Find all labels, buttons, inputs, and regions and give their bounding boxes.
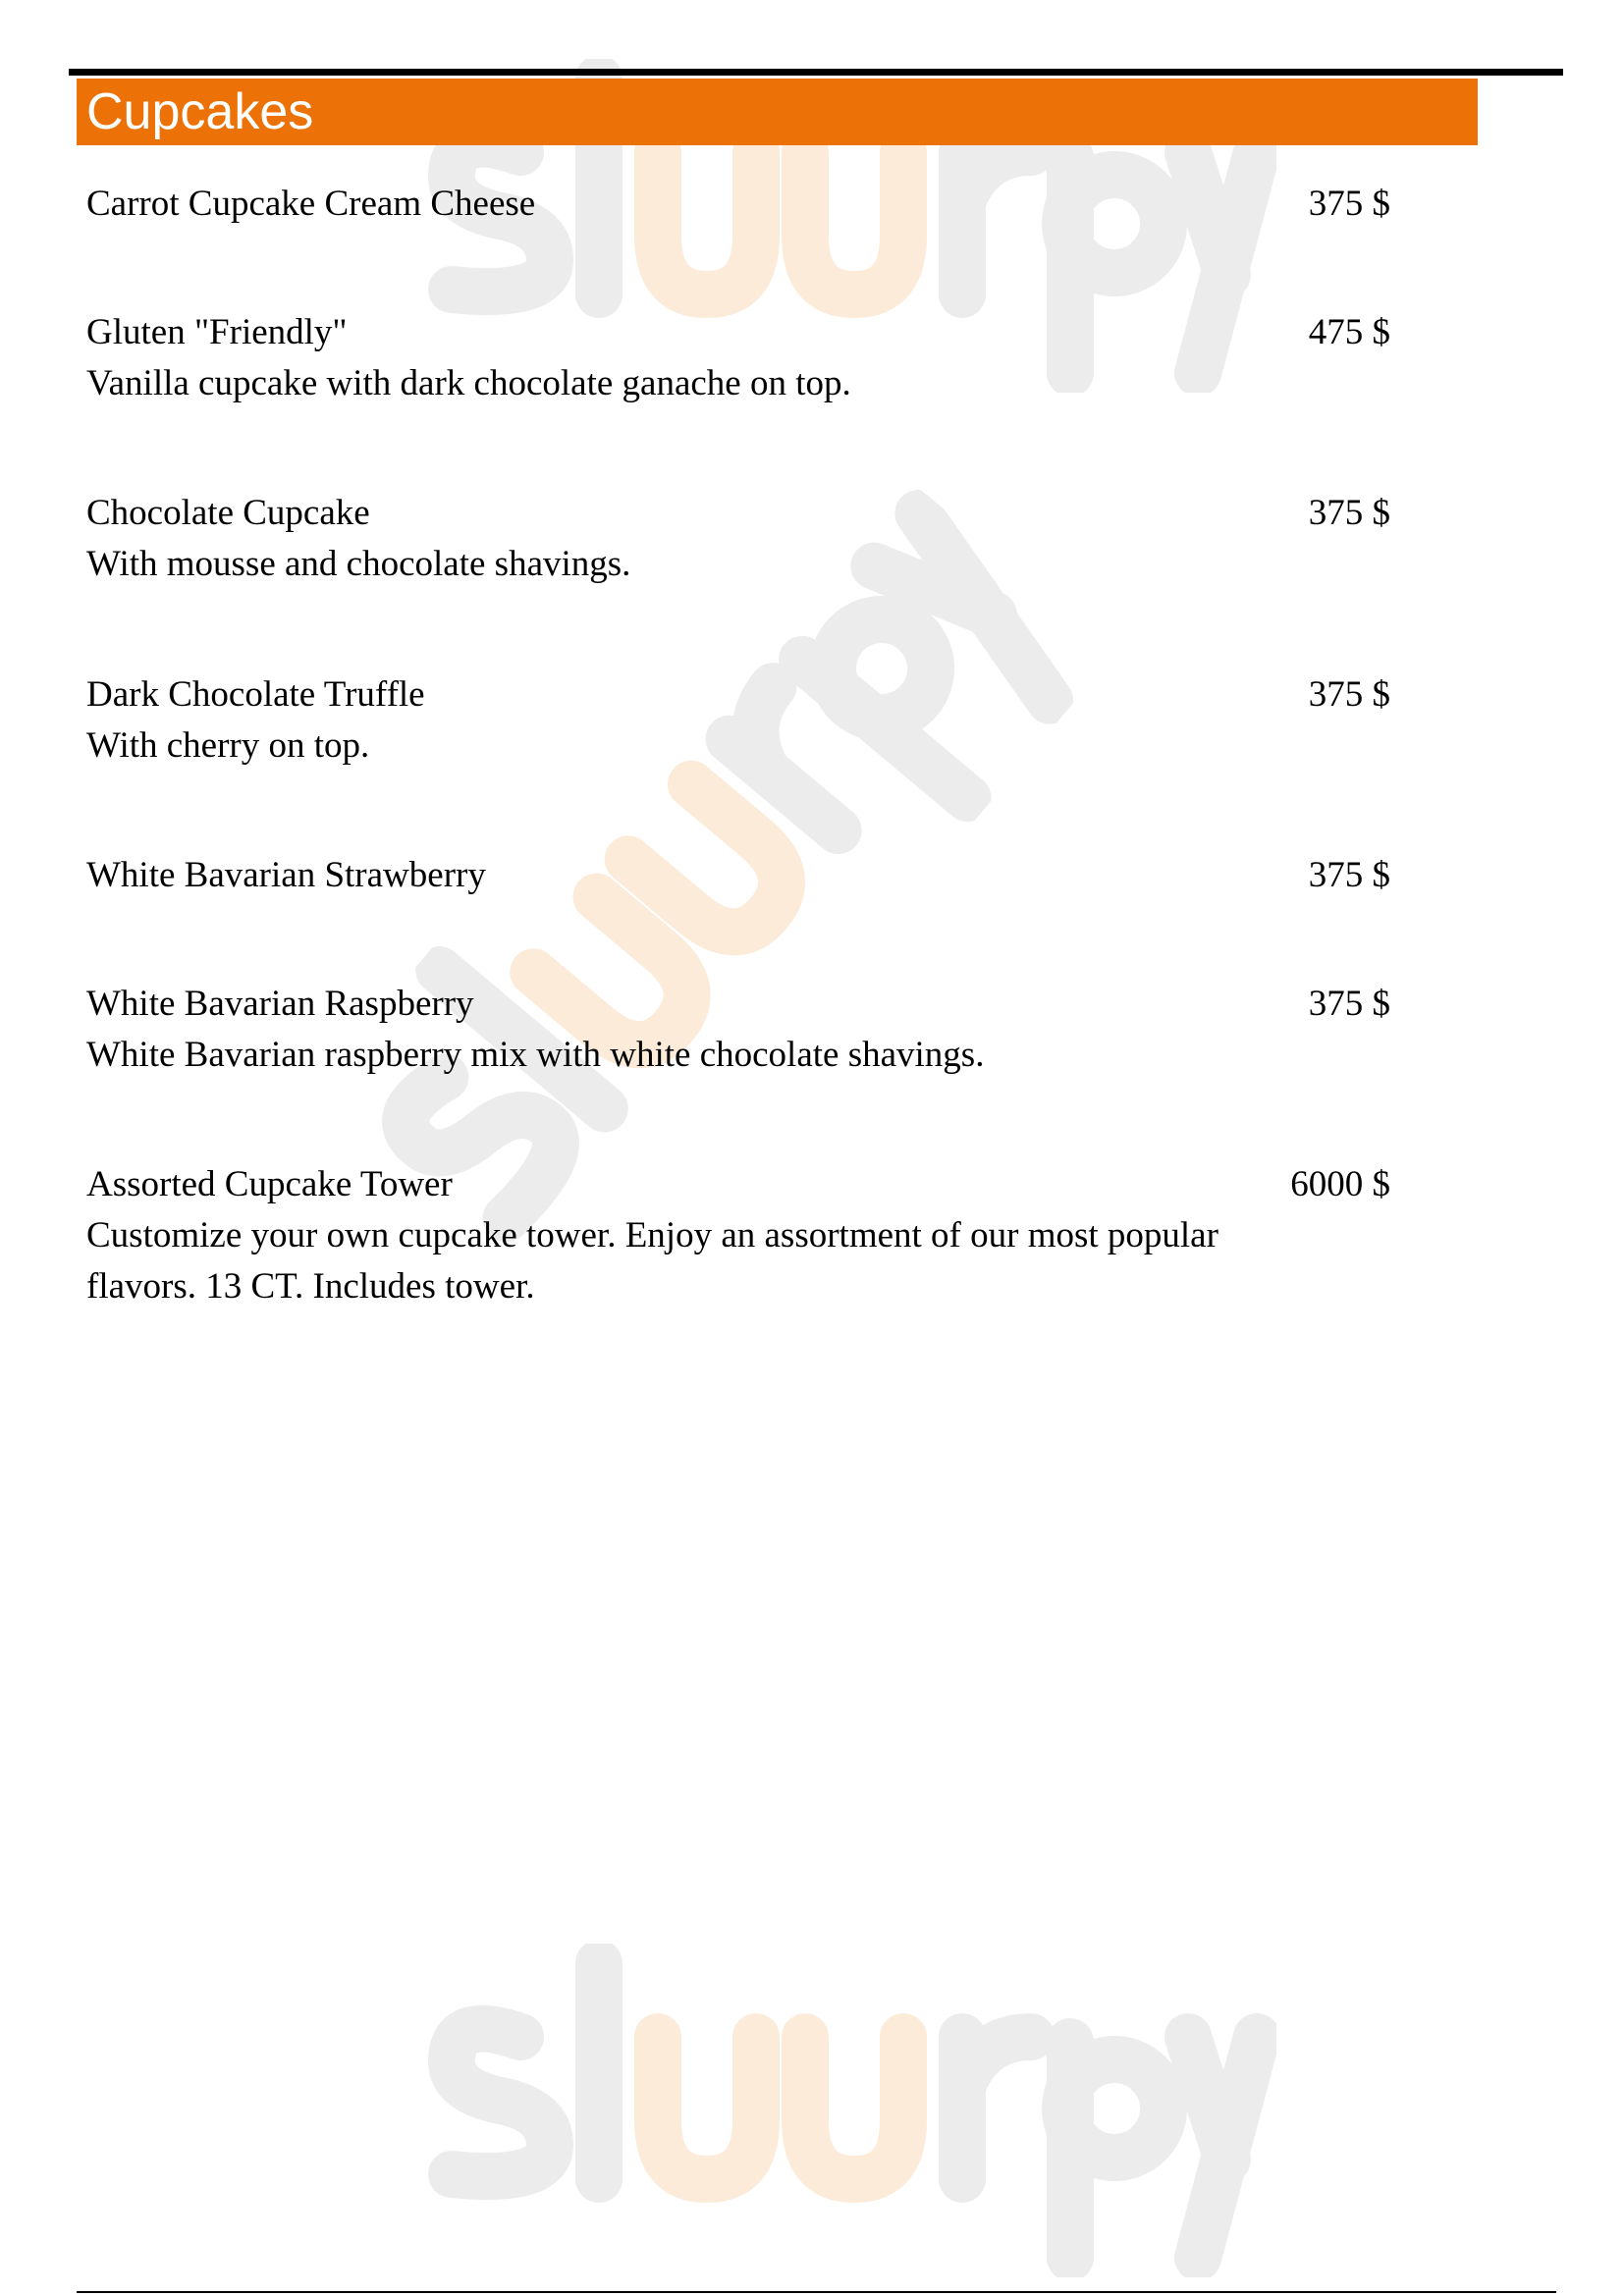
item-price: 6000 $ [1290,1164,1390,1204]
menu-item [86,488,1390,590]
top-divider [69,69,1563,76]
menu-item [86,1159,1390,1312]
menu-item [86,179,1390,230]
item-name: Gluten "Friendly" [86,312,348,352]
menu-item [86,669,1390,772]
item-name: Assorted Cupcake Tower [86,1164,453,1204]
item-description: With cherry on top. [86,725,370,766]
menu-item [86,979,1390,1081]
item-price: 375 $ [1308,184,1390,224]
item-description: Customize your own cupcake tower. Enjoy an assortment of our most popular flavors. 13 CT. Includes tower. [86,1215,1218,1307]
menu-item [86,850,1390,901]
item-name: Carrot Cupcake Cream Cheese [86,184,536,224]
item-price: 375 $ [1308,674,1390,715]
item-price: 375 $ [1308,493,1390,533]
item-name: Chocolate Cupcake [86,493,370,533]
item-name: White Bavarian Strawberry [86,855,486,895]
item-name: Dark Chocolate Truffle [86,674,425,715]
item-description: Vanilla cupcake with dark chocolate ganache on top. [86,363,851,403]
item-price: 375 $ [1308,855,1390,895]
section-header [77,79,1478,145]
bottom-divider [77,2291,1556,2293]
watermark-logo [412,1944,1276,2277]
section-title: Cupcakes [86,83,314,140]
menu-item [86,307,1390,409]
item-price: 375 $ [1308,984,1390,1024]
item-description: With mousse and chocolate shavings. [86,544,631,584]
item-name: White Bavarian Raspberry [86,984,474,1024]
item-description: White Bavarian raspberry mix with white chocolate shavings. [86,1035,985,1075]
item-price: 475 $ [1308,312,1390,352]
